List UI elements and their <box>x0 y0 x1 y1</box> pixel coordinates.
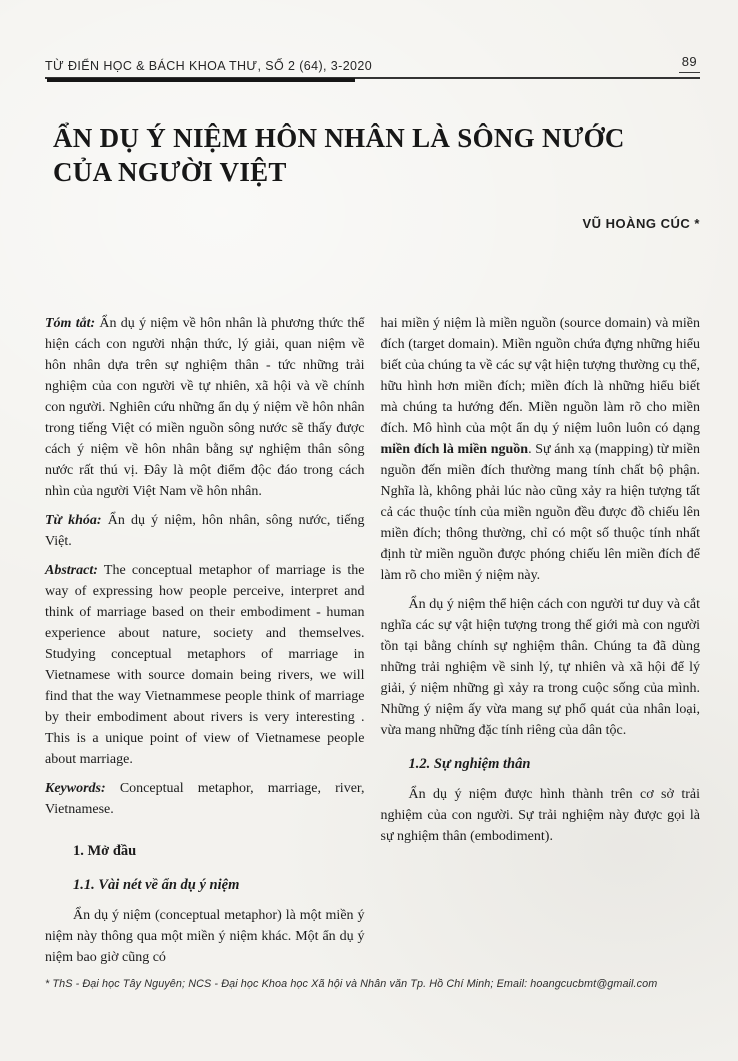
domains-text-2: . Sự ánh xạ (mapping) từ miền nguồn đến miền đích thường mang tính chất bộ phận. Nghĩa là, không phải lúc nào cũng xảy ra hiện tượng tất cả các thuộc tính của miền nguồn đều được đồ chiếu lên miền đích; thông thường, chỉ có một số thuộc tính nhất định từ miền nguồn được phóng chiếu lên miền đích để làm rõ cho miền ý niệm này. <box>380 442 700 584</box>
section-heading-1-2: 1.2. Sự nghiệm thân <box>408 756 531 773</box>
abstract-vi-label: Tóm tắt: <box>45 316 96 332</box>
article-title <box>53 121 700 189</box>
keywords-en-text: Conceptual metaphor, marriage, river, Vietnamese. <box>45 781 365 818</box>
abstract-vi-text: Ẩn dụ ý niệm về hôn nhân là phương thức thể hiện cách con người nhận thức, lý giải, quan niệm về hôn nhân dựa trên sự nghiệm thân - tức những trải nghiệm của con người về tự nhiên, xã hội và về chính con người. Nghiên cứu những ẩn dụ ý niệm về hôn nhân trong tiếng Việt có miền nguồn sông nước sẽ thấy được cách ý niệm về hôn nhân bằng sự nghiệm thân sông nước rất thú vị. Đây là một điểm độc đáo trong cách nhìn của người Việt Nam về hôn nhân. <box>45 316 365 500</box>
domains-paragraph <box>381 313 701 586</box>
domains-text-1: hai miền ý niệm là miền nguồn (source domain) và miền đích (target domain). Miền nguồn chứa đựng những hiểu biết của chúng ta về các sự vật hiện tượng thường cụ thể, hữu hình hơn miền đích; miền đích là những hiểu biết mà chúng ta hướng đến. Miền nguồn làm rõ cho miền đích. Mô hình của một ẩn dụ ý niệm luôn luôn có dạng <box>380 316 700 437</box>
journal-title: TỪ ĐIỂN HỌC & BÁCH KHOA THƯ, SỐ 2 (64), 3-2020 <box>45 59 373 73</box>
article-title-line1: ẨN DỤ Ý NIỆM HÔN NHÂN LÀ SÔNG NƯỚC <box>53 123 625 153</box>
author-name: VŨ HOÀNG CÚC * <box>582 216 700 232</box>
abstract-en-paragraph <box>45 560 365 770</box>
page-number: 89 <box>679 54 700 73</box>
keywords-vi-paragraph <box>45 510 365 552</box>
abstract-en-text: The conceptual metaphor of marriage is the way of expressing how people perceive, interpret and think of marriage based on their embodiment - human experience about nature, society and themselves. Studying conceptual metaphors of marriage in Vietnamese with source domain being rivers, we will find that the way Vietnammese people think of marriage by their embodiment about rivers is very interesting . This is a unique point of view of Vietnamese people about marriage. <box>45 563 365 768</box>
article-body <box>45 313 700 968</box>
section-heading-1-1: 1.1. Vài nét về ẩn dụ ý niệm <box>73 877 240 894</box>
header-rule <box>45 77 700 84</box>
keywords-en-paragraph <box>45 778 365 820</box>
intro-paragraph: Ẩn dụ ý niệm (conceptual metaphor) là một miền ý niệm này thông qua một miền ý niệm khác. Một ẩn dụ ý niệm bao giờ cũng có <box>45 908 365 966</box>
running-header <box>45 0 700 73</box>
abstract-en-label: Abstract: <box>45 563 98 579</box>
abstract-vi-paragraph <box>45 313 365 502</box>
keywords-vi-text: Ẩn dụ ý niệm, hôn nhân, sông nước, tiếng Việt. <box>45 513 365 550</box>
left-column <box>45 313 365 968</box>
domains-model-phrase: miền đích là miền nguồn <box>380 442 529 458</box>
right-column <box>381 313 701 968</box>
thinking-paragraph: Ẩn dụ ý niệm thể hiện cách con người tư duy và cắt nghĩa các sự vật hiện tượng trong thế giới mà con người tồn tại bằng chính sự nghiệm thân. Chúng ta đã dùng những trải nghiệm về sinh lý, tự nhiên và xã hội để lý giải, ý niệm những gì xảy ra trong cuộc sống của mình. Những ý niệm ấy vừa mang sự phổ quát của nhân loại, vừa mang những đặc tính riêng của dân tộc. <box>380 597 700 739</box>
section-heading-1: 1. Mở đầu <box>73 843 137 860</box>
author-footnote: * ThS - Đại học Tây Nguyên; NCS - Đại học Khoa học Xã hội và Nhân văn Tp. Hồ Chí Minh; Email: hoangcucbmt@gmail.com <box>45 978 658 990</box>
embodiment-paragraph: Ẩn dụ ý niệm được hình thành trên cơ sở trải nghiệm của con người. Sự trải nghiệm này được gọi là sự nghiệm thân (embodiment). <box>380 787 700 845</box>
keywords-en-label: Keywords: <box>45 781 106 797</box>
keywords-vi-label: Từ khóa: <box>45 513 102 529</box>
article-title-line2: CỦA NGƯỜI VIỆT <box>53 157 287 188</box>
header-rule-thick <box>47 78 355 82</box>
